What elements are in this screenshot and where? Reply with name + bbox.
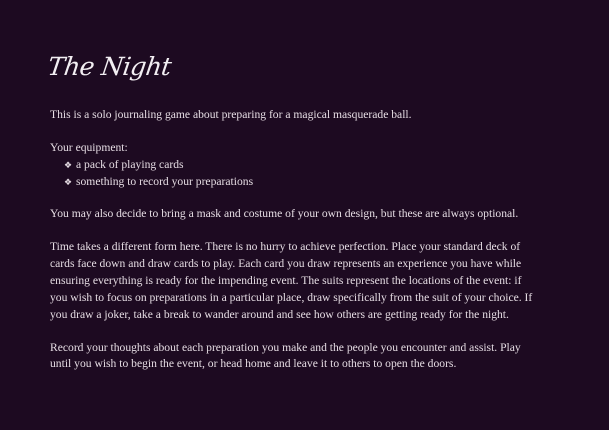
page-title: The Night: [45, 52, 174, 81]
record-line: until you wish to begin the event, or head home and leave it to others to open the doors.: [50, 357, 457, 370]
record-line: Record your thoughts about each preparation you make and the people you encounter and assist. Play: [50, 341, 521, 354]
diamond-bullet-icon: ❖: [64, 160, 73, 170]
optional-text: You may also decide to bring a mask and costume of your own design, but these are always optional.: [50, 207, 519, 220]
rules-line: Time takes a different form here. There is no hurry to achieve perfection. Place your standard deck of: [50, 240, 521, 253]
equipment-item: [64, 175, 253, 189]
rules-line: ensuring everything is ready for the impending event. The suits represent the locations of the event: if: [50, 274, 522, 287]
rules-line: you draw a joker, take a break to wander around and see how others are getting ready for the night.: [50, 308, 509, 321]
equipment-item-text: a pack of playing cards: [76, 158, 184, 171]
equipment-heading: Your equipment:: [50, 141, 128, 154]
diamond-bullet-icon: ❖: [64, 177, 73, 187]
equipment-item: [64, 158, 184, 172]
rules-line: cards face down and draw cards to play. Each card you draw represents an experience you have while: [50, 257, 522, 270]
rules-line: you wish to focus on preparations in a particular place, draw specifically from the suit of your choice. If: [50, 291, 533, 304]
intro-text: This is a solo journaling game about preparing for a magical masquerade ball.: [50, 108, 412, 121]
equipment-item-text: something to record your preparations: [76, 175, 254, 188]
